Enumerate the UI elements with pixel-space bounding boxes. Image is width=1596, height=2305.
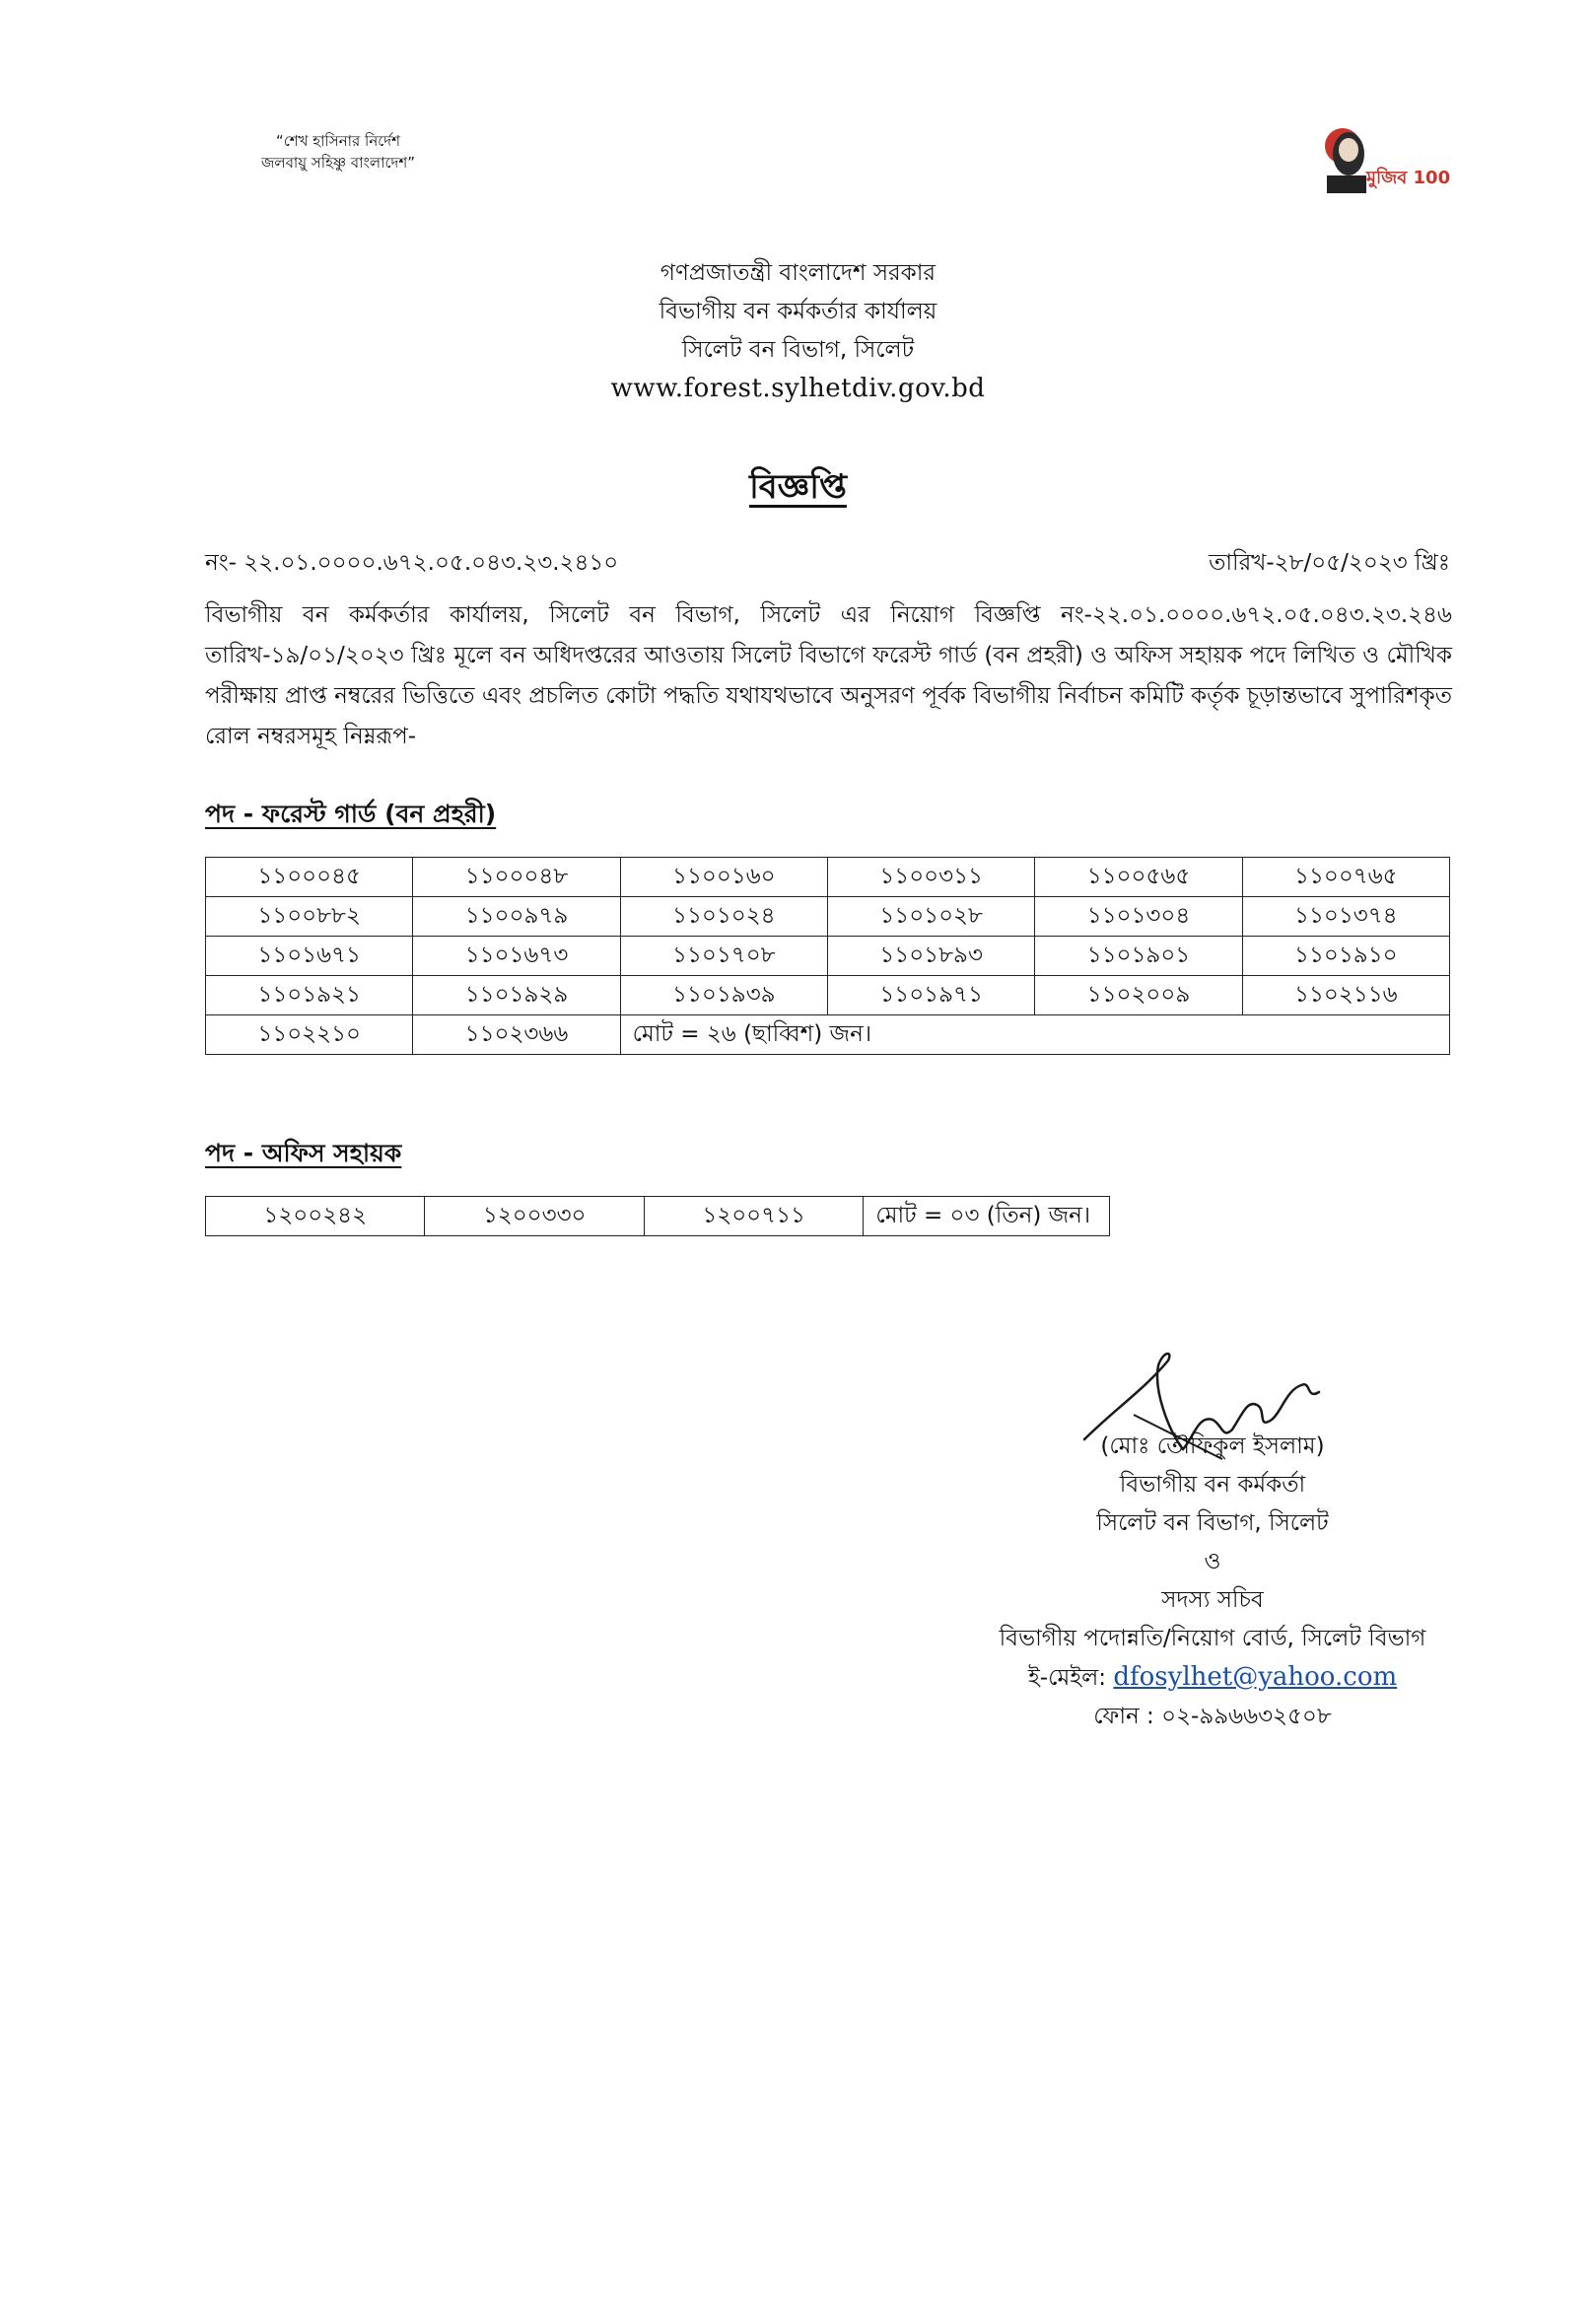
slogan-line-2: জলবায়ু সহিষ্ণু বাংলাদেশ”	[260, 154, 415, 172]
roll-cell: ১১০২০০৯	[1035, 976, 1242, 1015]
roll-cell: ১১০১০২৪	[620, 897, 827, 937]
total-cell: মোট = ০৩ (তিন) জন।	[864, 1197, 1110, 1236]
roll-cell: ১১০১৯১০	[1242, 937, 1449, 976]
signatory-email-line	[867, 1658, 1558, 1698]
roll-cell: ১১০১৭০৮	[620, 937, 827, 976]
roll-cell: ১১০২২১০	[206, 1015, 413, 1055]
table-row	[206, 858, 1450, 897]
header-government: গণপ্রজাতন্ত্রী বাংলাদেশ সরকার	[659, 260, 937, 286]
logo-text: মুজিব 100	[1366, 168, 1451, 188]
roll-cell: ১১০১৩০৪	[1035, 897, 1242, 937]
email-label: ই-মেইল:	[1027, 1665, 1107, 1691]
roll-cell: ১১০২১১৬	[1242, 976, 1449, 1015]
roll-cell: ১১০০০৪৮	[413, 858, 620, 897]
table-row	[206, 897, 1450, 937]
roll-cell: ১২০০৩৩০	[425, 1197, 644, 1236]
signatory-phone: ফোন : ০২-৯৯৬৬৩২৫০৮	[1093, 1704, 1332, 1729]
memo-number: নং- ২২.০১.০০০০.৬৭২.০৫.০৪৩.২৩.২৪১০	[205, 550, 619, 576]
roll-cell: ১২০০৭১১	[644, 1197, 863, 1236]
post-heading-office-assistant-text: পদ - অফিস সহায়ক	[205, 1139, 402, 1167]
table-row	[206, 1197, 1110, 1236]
signatory-board: বিভাগীয় পদোন্নতি/নিয়োগ বোর্ড, সিলেট বিভাগ	[999, 1626, 1426, 1651]
slogan-line-1: “শেখ হাসিনার নির্দেশ	[275, 132, 401, 150]
table-row	[206, 976, 1450, 1015]
roll-cell: ১১০১০২৮	[827, 897, 1034, 937]
email-link[interactable]: dfosylhet@yahoo.com	[1113, 1662, 1398, 1692]
signatory-office: সিলেট বন বিভাগ, সিলেট	[1096, 1510, 1329, 1536]
signatory-conjunction: ও	[1204, 1549, 1221, 1574]
roll-cell: ১১০২৩৬৬	[413, 1015, 620, 1055]
roll-cell: ১১০১৯৩৯	[620, 976, 827, 1015]
roll-cell: ১১০১৯৭১	[827, 976, 1034, 1015]
total-cell: মোট = ২৬ (ছাব্বিশ) জন।	[620, 1015, 1449, 1055]
notice-date: তারিখ-২৮/০৫/২০২৩ খ্রিঃ	[1209, 550, 1450, 576]
roll-cell: ১১০০৫৬৫	[1035, 858, 1242, 897]
roll-cell: ১১০১৩৭৪	[1242, 897, 1449, 937]
notice-title-text: বিজ্ঞপ্তি	[749, 467, 847, 507]
notice-title	[0, 461, 1596, 518]
roll-cell: ১১০০৭৬৫	[1242, 858, 1449, 897]
letterhead	[0, 254, 1596, 408]
forest-guard-roll-table	[205, 857, 1450, 1055]
post-heading-forest-guard	[205, 795, 496, 837]
roll-cell: ১১০১৯২১	[206, 976, 413, 1015]
slogan	[225, 130, 451, 174]
roll-cell: ১১০০৮৮২	[206, 897, 413, 937]
post-heading-forest-guard-text: পদ - ফরেস্ট গার্ড (বন প্রহরী)	[205, 800, 497, 828]
logo-graphic	[1319, 110, 1467, 201]
roll-cell: ১১০০৯৭৯	[413, 897, 620, 937]
signatory-block	[867, 1428, 1558, 1736]
roll-cell: ১২০০২৪২	[206, 1197, 425, 1236]
header-office: বিভাগীয় বন কর্মকর্তার কার্যালয়	[659, 299, 937, 324]
header-division: সিলেট বন বিভাগ, সিলেট	[681, 337, 915, 363]
roll-cell: ১১০১৯২৯	[413, 976, 620, 1015]
mujib-borsho-logo-icon	[1319, 110, 1467, 201]
roll-cell: ১১০০৩১১	[827, 858, 1034, 897]
signatory-name: (মোঃ তৌফিকুল ইসলাম)	[1100, 1433, 1325, 1459]
office-assistant-roll-table	[205, 1196, 1110, 1236]
roll-cell: ১১০০১৬০	[620, 858, 827, 897]
signatory-role: সদস্য সচিব	[1161, 1587, 1264, 1613]
roll-cell: ১১০১৬৭১	[206, 937, 413, 976]
signatory-designation: বিভাগীয় বন কর্মকর্তা	[1119, 1472, 1306, 1498]
roll-cell: ১১০০০৪৫	[206, 858, 413, 897]
header-website: www.forest.sylhetdiv.gov.bd	[610, 374, 986, 403]
roll-cell: ১১০১৯০১	[1035, 937, 1242, 976]
table-row	[206, 937, 1450, 976]
roll-cell: ১১০১৮৯৩	[827, 937, 1034, 976]
notice-body: বিভাগীয় বন কর্মকর্তার কার্যালয়, সিলেট বন বিভাগ, সিলেট এর নিয়োগ বিজ্ঞপ্তি নং-২২.০১.০০০০.৬৭২.০৫.০৪৩.২৩.২৪৬ তারিখ-১৯/০১/২০২৩ খ্রিঃ মূলে বন অধিদপ্তরের আওতায় সিলেট বিভাগে ফরেস্ট গার্ড (বন প্রহরী) ও অফিস সহায়ক পদে লিখিত ও মৌখিক পরীক্ষায় প্রাপ্ত নম্বরের ভিত্তিতে এবং প্রচলিত কোটা পদ্ধতি যথাযথভাবে অনুসরণ পূর্বক বিভাগীয় নির্বাচন কমিটি কর্তৃক চূড়ান্তভাবে সুপারিশকৃত রোল নম্বরসমূহ নিম্নরূপ-	[205, 602, 1452, 749]
post-heading-office-assistant	[205, 1134, 401, 1176]
table-row	[206, 1015, 1450, 1055]
roll-cell: ১১০১৬৭৩	[413, 937, 620, 976]
